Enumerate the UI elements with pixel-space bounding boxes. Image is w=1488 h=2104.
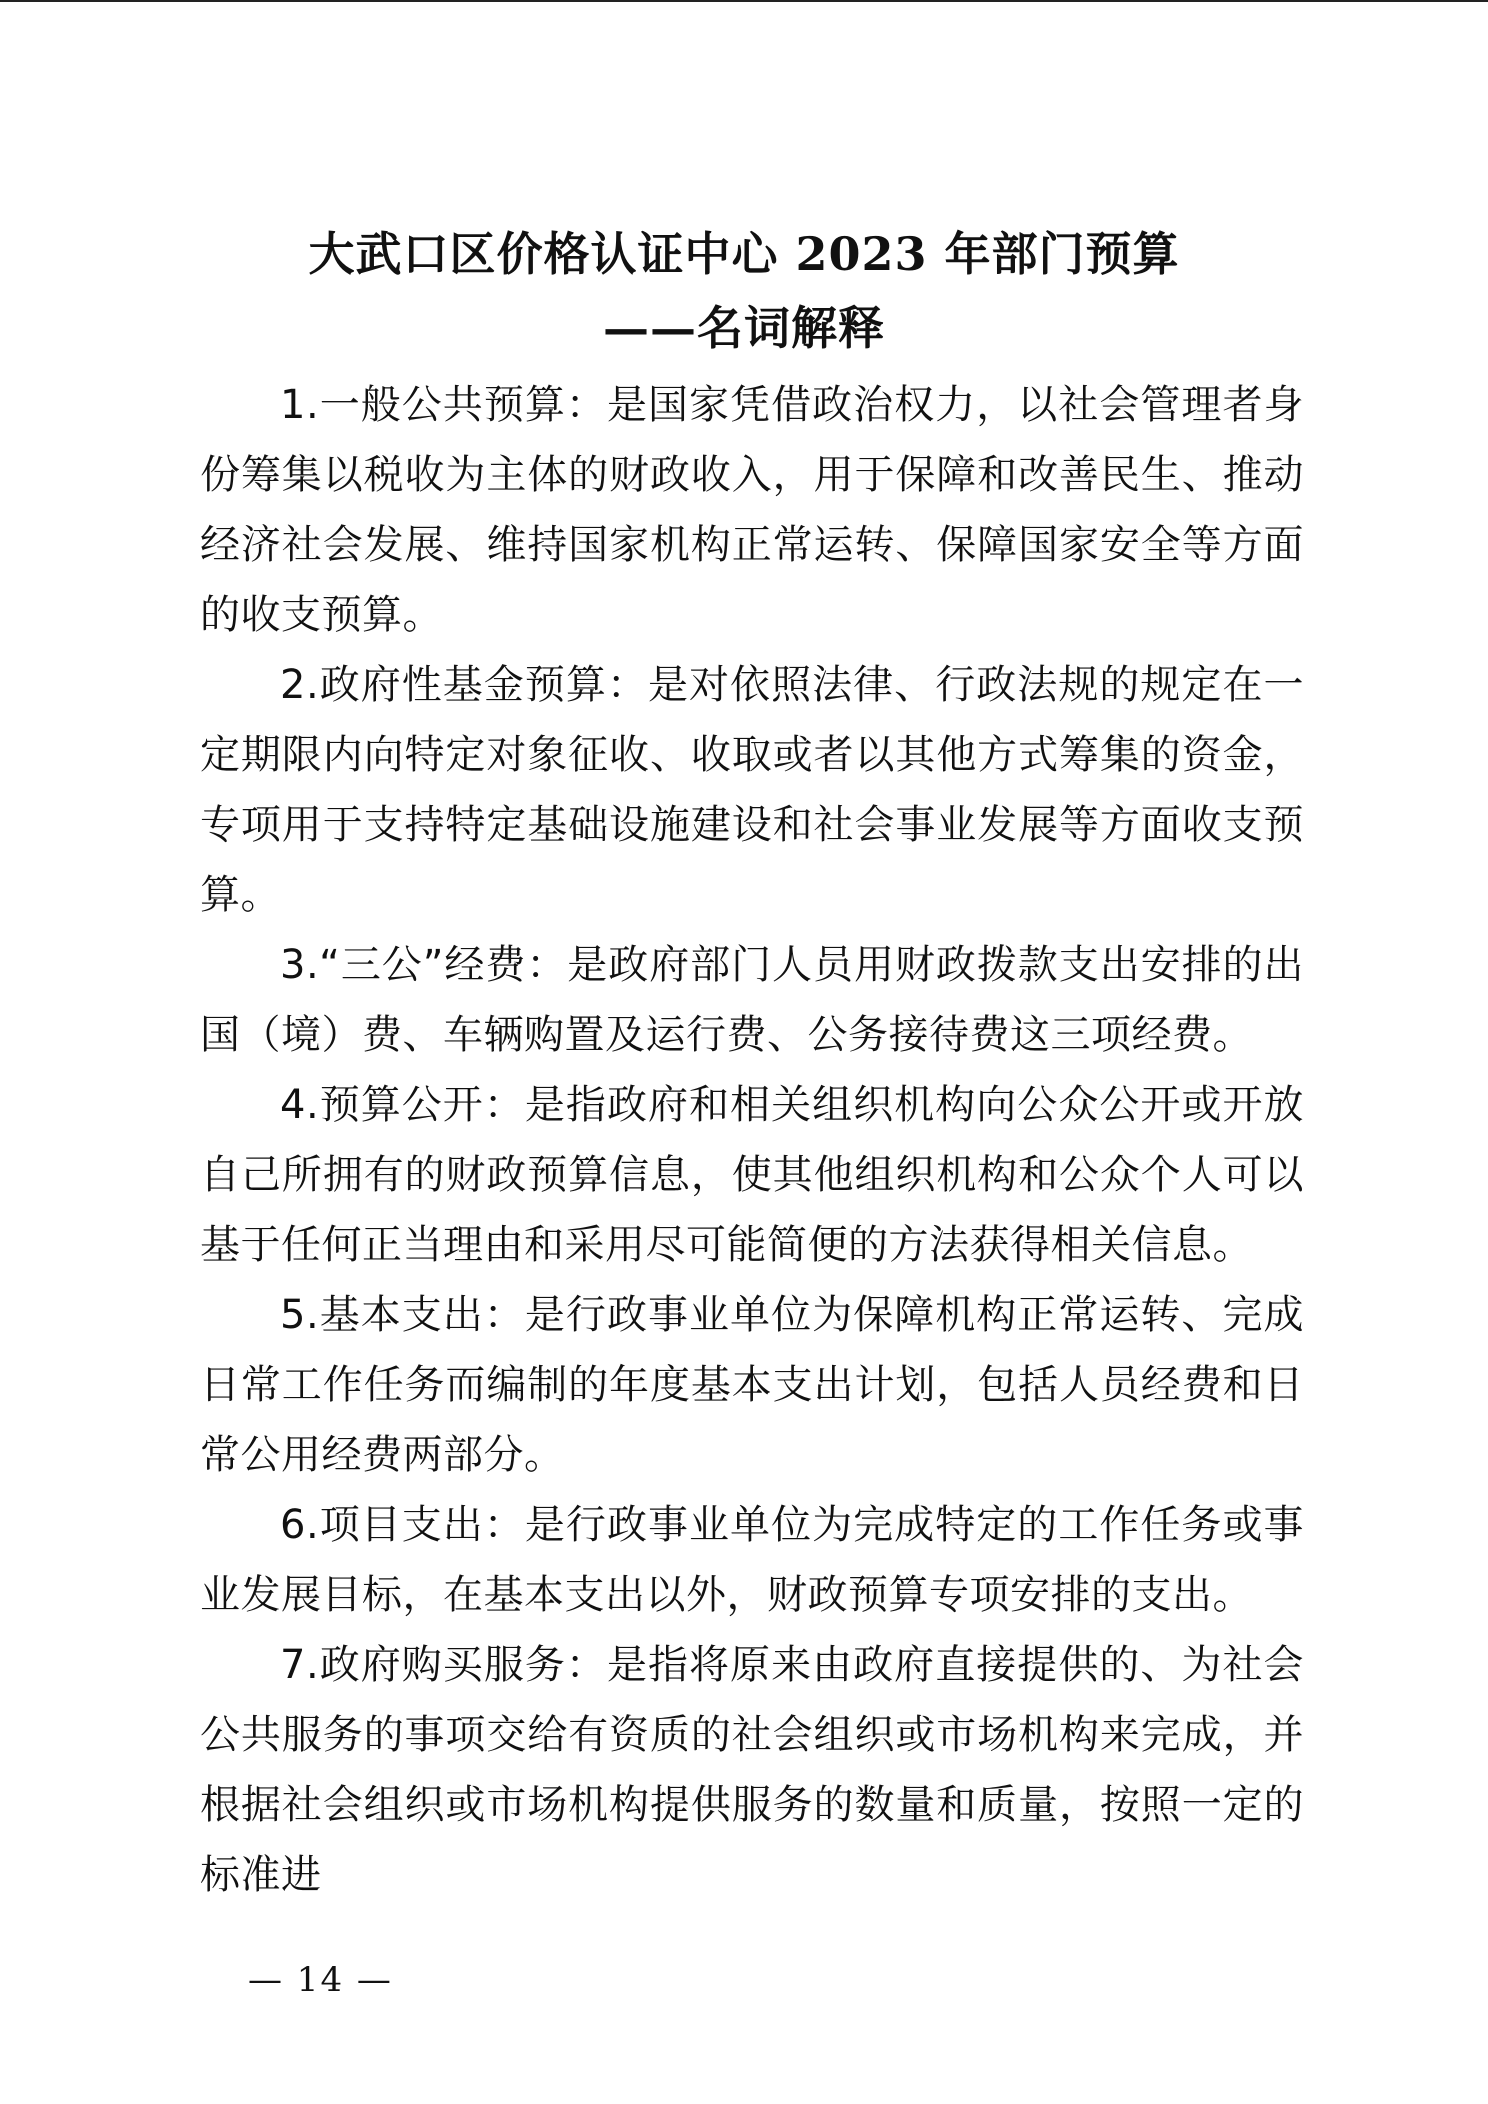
document-subtitle: ——名词解释 bbox=[603, 301, 885, 355]
page-number: — 14 — bbox=[248, 1960, 393, 2000]
paragraph-general-public-budget: 1.一般公共预算：是国家凭借政治权力，以社会管理者身份筹集以税收为主体的财政收入，用于保障和改善民生、推动经济社会发展、维持国家机构正常运转、保障国家安全等方面的收支预算。 bbox=[200, 382, 1304, 638]
document-title: 大武口区价格认证中心 2023 年部门预算 bbox=[308, 227, 1180, 281]
paragraph-government-procurement-services: 7.政府购买服务：是指将原来由政府直接提供的、为社会公共服务的事项交给有资质的社会组织或市场机构来完成，并根据社会组织或市场机构提供服务的数量和质量，按照一定的标准进 bbox=[200, 1642, 1304, 1898]
document-body bbox=[200, 370, 1304, 1910]
paragraph-government-fund-budget: 2.政府性基金预算：是对依照法律、行政法规的规定在一定期限内向特定对象征收、收取或者以其他方式筹集的资金，专项用于支持特定基础设施建设和社会事业发展等方面收支预算。 bbox=[200, 662, 1304, 918]
paragraph-budget-disclosure: 4.预算公开：是指政府和相关组织机构向公众公开或开放自己所拥有的财政预算信息，使其他组织机构和公众个人可以基于任何正当理由和采用尽可能简便的方法获得相关信息。 bbox=[200, 1082, 1304, 1268]
paragraph-three-public-expenses: 3.“三公”经费：是政府部门人员用财政拨款支出安排的出国（境）费、车辆购置及运行费、公务接待费这三项经费。 bbox=[200, 942, 1304, 1058]
paragraph-basic-expenditure: 5.基本支出：是行政事业单位为保障机构正常运转、完成日常工作任务而编制的年度基本支出计划，包括人员经费和日常公用经费两部分。 bbox=[200, 1292, 1304, 1478]
paragraph-project-expenditure: 6.项目支出：是行政事业单位为完成特定的工作任务或事业发展目标，在基本支出以外，财政预算专项安排的支出。 bbox=[200, 1502, 1304, 1618]
